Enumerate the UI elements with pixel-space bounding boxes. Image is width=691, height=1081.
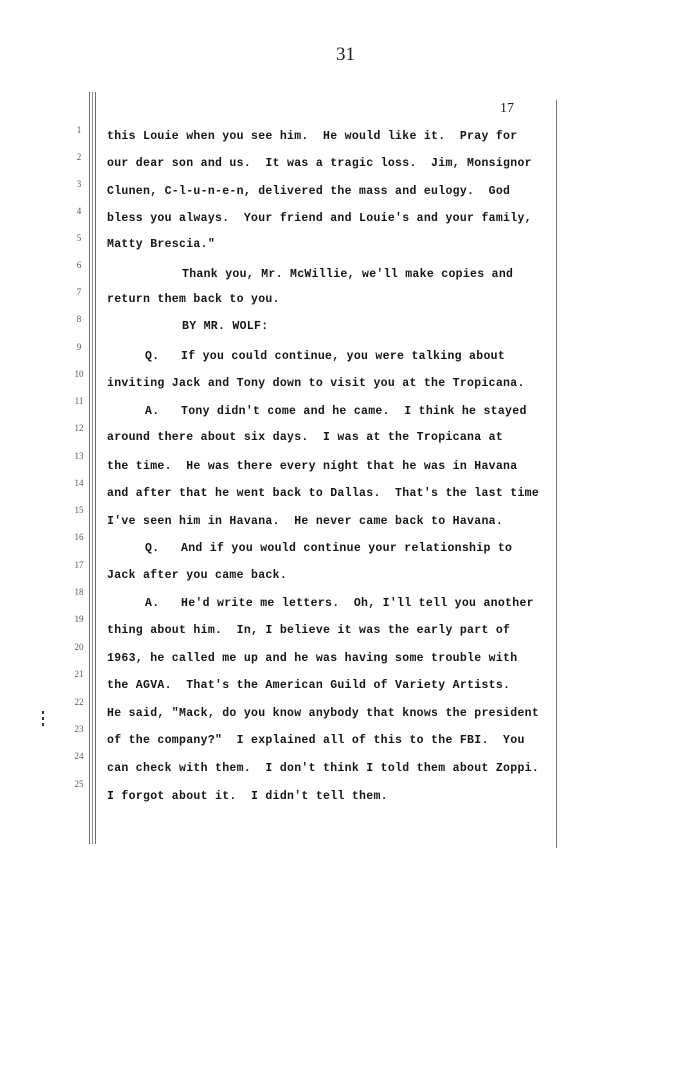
- transcript-line: He said, "Mack, do you know anybody that knows the president: [107, 707, 540, 720]
- line-number: 18: [74, 587, 84, 597]
- line-number: 21: [74, 669, 84, 679]
- transcript-line: this Louie when you see him. He would like it. Pray for: [107, 130, 518, 143]
- transcript-line: can check with them. I don't think I told them about Zoppi.: [107, 762, 540, 775]
- transcript-line: Q. If you could continue, you were talking about: [145, 350, 506, 363]
- transcript-line: of the company?" I explained all of this to the FBI. You: [107, 734, 525, 747]
- transcript-line: I've seen him in Havana. He never came back to Havana.: [107, 515, 504, 528]
- line-number: 16: [74, 532, 84, 542]
- transcript-line: I forgot about it. I didn't tell them.: [107, 790, 388, 803]
- transcript-line: around there about six days. I was at the Tropicana at: [107, 431, 504, 444]
- line-number: 11: [74, 396, 84, 406]
- transcript-line: the time. He was there every night that he was in Havana: [107, 460, 518, 473]
- line-number: 22: [74, 697, 84, 707]
- line-number: 14: [74, 478, 84, 488]
- page-number: 31: [336, 44, 355, 65]
- line-number: 6: [76, 260, 82, 270]
- transcript-line: Jack after you came back.: [107, 569, 288, 582]
- line-number: 17: [74, 560, 84, 570]
- line-number: 19: [74, 614, 84, 624]
- line-number: 9: [76, 342, 82, 352]
- line-number: 1: [76, 125, 82, 135]
- transcript-line: the AGVA. That's the American Guild of Variety Artists.: [107, 679, 511, 692]
- transcript-line: BY MR. WOLF:: [182, 320, 269, 333]
- transcript-line: A. He'd write me letters. Oh, I'll tell you another: [145, 597, 534, 610]
- line-number: 25: [74, 779, 84, 789]
- transcript-line: return them back to you.: [107, 293, 280, 306]
- transcript-line: 1963, he called me up and he was having some trouble with: [107, 652, 518, 665]
- line-number: 24: [74, 751, 84, 761]
- transcript-line: Matty Brescia.": [107, 238, 216, 251]
- line-number: 12: [74, 423, 84, 433]
- transcript-line: our dear son and us. It was a tragic loss. Jim, Monsignor: [107, 157, 532, 170]
- transcript-line: Clunen, C-l-u-n-e-n, delivered the mass and eulogy. God: [107, 185, 511, 198]
- line-number: 5: [76, 233, 82, 243]
- transcript-line: Q. And if you would continue your relationship to: [145, 542, 513, 555]
- line-number: 15: [74, 505, 84, 515]
- transcript-line: A. Tony didn't come and he came. I think he stayed: [145, 405, 527, 418]
- line-number: 3: [76, 179, 82, 189]
- transcript-line: Thank you, Mr. McWillie, we'll make copies and: [182, 268, 514, 281]
- transcript-line: thing about him. In, I believe it was the early part of: [107, 624, 511, 637]
- line-number: 4: [76, 206, 82, 216]
- line-number: 23: [74, 724, 84, 734]
- line-number: 20: [74, 642, 84, 652]
- line-number: 2: [76, 152, 82, 162]
- transcript-line: bless you always. Your friend and Louie's and your family,: [107, 212, 532, 225]
- transcript-line: and after that he went back to Dallas. That's the last time: [107, 487, 540, 500]
- transcript-line: inviting Jack and Tony down to visit you at the Tropicana.: [107, 377, 525, 390]
- line-number: 13: [74, 451, 84, 461]
- line-number: 10: [74, 369, 84, 379]
- line-number: 7: [76, 287, 82, 297]
- line-number: 8: [76, 314, 82, 324]
- transcript-page-number: 17: [500, 101, 514, 116]
